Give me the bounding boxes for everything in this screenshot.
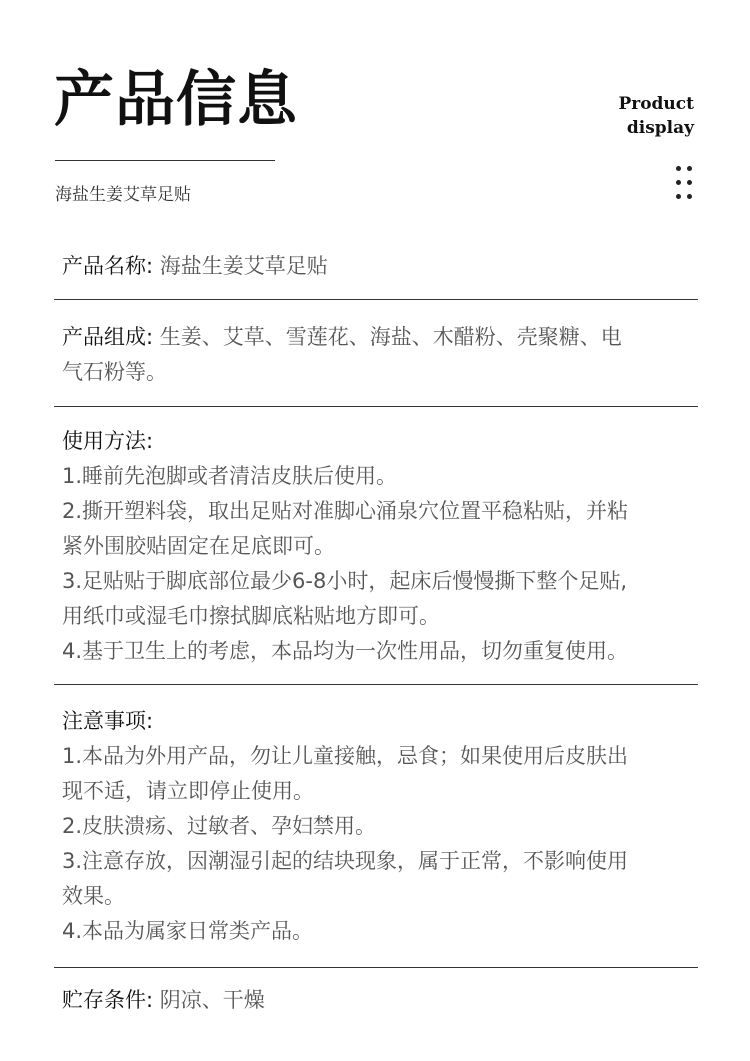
storage-value: 阴凉、干燥	[159, 988, 265, 1012]
english-caption-line1: Product	[618, 94, 694, 114]
usage-line: 紧外围胶贴固定在足底即可。	[62, 534, 335, 558]
notes-line: 2.皮肤溃疡、过敏者、孕妇禁用。	[62, 814, 377, 838]
product-name-section	[62, 249, 692, 284]
notes-label: 注意事项:	[62, 709, 154, 733]
composition-value-line2: 气石粉等。	[62, 360, 167, 384]
usage-label: 使用方法:	[62, 429, 154, 453]
notes-line: 3.注意存放，因潮湿引起的结块现象，属于正常，不影响使用	[62, 849, 629, 873]
dots-icon	[673, 166, 697, 206]
notes-line: 1.本品为外用产品，勿让儿童接触，忌食；如果使用后皮肤出	[62, 744, 629, 768]
divider	[54, 967, 698, 968]
storage-section	[62, 983, 692, 1018]
divider	[54, 684, 698, 685]
product-name-label: 产品名称:	[62, 254, 154, 278]
notes-line: 现不适，请立即停止使用。	[62, 779, 314, 803]
notes-line: 效果。	[62, 884, 125, 908]
product-name-value: 海盐生姜艾草足贴	[159, 254, 328, 278]
notes-section	[62, 704, 692, 949]
title-divider	[55, 160, 275, 161]
composition-value-line1: 生姜、艾草、雪莲花、海盐、木醋粉、壳聚糖、电	[159, 325, 622, 349]
usage-section	[62, 424, 692, 669]
composition-section	[62, 320, 692, 390]
page-title: 产品信息	[54, 65, 298, 135]
divider	[54, 299, 698, 300]
product-subtitle: 海盐生姜艾草足贴	[55, 185, 191, 205]
english-caption-line2: display	[626, 118, 694, 138]
composition-label: 产品组成:	[62, 325, 154, 349]
divider	[54, 406, 698, 407]
english-caption	[618, 92, 694, 140]
usage-line: 用纸巾或湿毛巾擦拭脚底粘贴地方即可。	[62, 604, 440, 628]
notes-line: 4.本品为属家日常类产品。	[62, 919, 314, 943]
usage-line: 4.基于卫生上的考虑，本品均为一次性用品，切勿重复使用。	[62, 639, 629, 663]
storage-label: 贮存条件:	[62, 988, 154, 1012]
usage-line: 2.撕开塑料袋，取出足贴对准脚心涌泉穴位置平稳粘贴，并粘	[62, 499, 629, 523]
usage-line: 3.足贴贴于脚底部位最少6-8小时，起床后慢慢撕下整个足贴,	[62, 569, 628, 593]
usage-line: 1.睡前先泡脚或者清洁皮肤后使用。	[62, 464, 398, 488]
